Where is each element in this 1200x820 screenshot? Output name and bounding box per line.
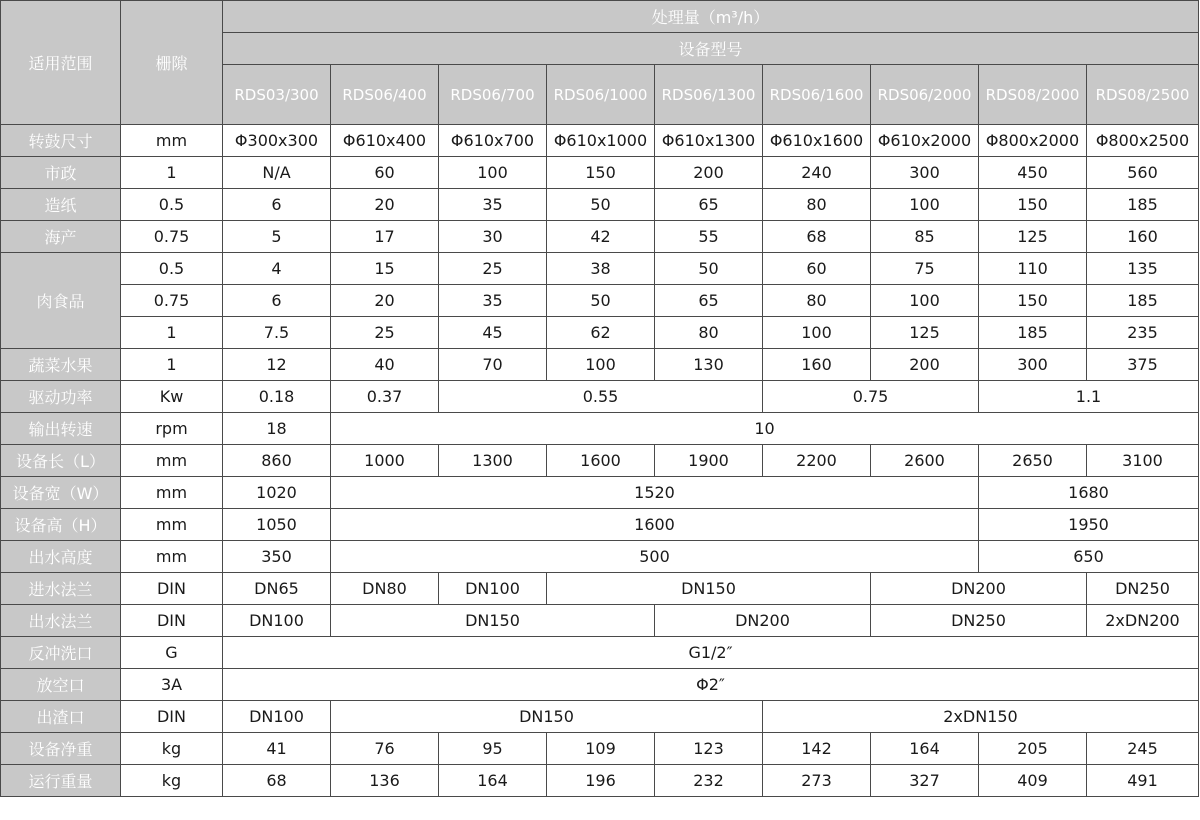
table-cell: 350 [223, 541, 331, 573]
table-cell: 2650 [979, 445, 1087, 477]
table-cell: 60 [763, 253, 871, 285]
table-cell: 3100 [1087, 445, 1199, 477]
model-header: RDS06/1300 [655, 65, 763, 125]
table-cell: Φ800x2000 [979, 125, 1087, 157]
table-cell: 80 [655, 317, 763, 349]
table-cell: 17 [331, 221, 439, 253]
row-label: 肉食品 [1, 253, 121, 349]
row-label: 海产 [1, 221, 121, 253]
row-label: 设备高（H） [1, 509, 121, 541]
table-cell: 68 [223, 765, 331, 797]
model-header: RDS06/700 [439, 65, 547, 125]
table-cell: 7.5 [223, 317, 331, 349]
table-cell: 164 [439, 765, 547, 797]
row-label: 设备宽（W） [1, 477, 121, 509]
table-row [1, 477, 1199, 509]
table-cell: Φ610x2000 [871, 125, 979, 157]
table-cell: 130 [655, 349, 763, 381]
table-cell: DN100 [223, 701, 331, 733]
table-cell: Φ2″ [223, 669, 1199, 701]
table-cell: 205 [979, 733, 1087, 765]
row-unit: mm [121, 125, 223, 157]
table-cell: 42 [547, 221, 655, 253]
table-cell: 65 [655, 285, 763, 317]
table-cell: 136 [331, 765, 439, 797]
table-cell: 1.1 [979, 381, 1199, 413]
table-row [1, 157, 1199, 189]
table-cell: 80 [763, 189, 871, 221]
row-label: 设备长（L） [1, 445, 121, 477]
table-cell: 25 [439, 253, 547, 285]
row-label: 市政 [1, 157, 121, 189]
table-cell: 160 [1087, 221, 1199, 253]
table-cell: 50 [547, 285, 655, 317]
table-cell: 50 [547, 189, 655, 221]
table-cell: 100 [763, 317, 871, 349]
table-cell: 25 [331, 317, 439, 349]
row-label: 设备净重 [1, 733, 121, 765]
table-cell: Φ610x700 [439, 125, 547, 157]
table-cell: 50 [655, 253, 763, 285]
table-cell: G1/2″ [223, 637, 1199, 669]
table-cell: 185 [979, 317, 1087, 349]
table-cell: 62 [547, 317, 655, 349]
model-header: RDS06/1600 [763, 65, 871, 125]
table-cell: 60 [331, 157, 439, 189]
table-cell: 450 [979, 157, 1087, 189]
table-cell: DN100 [223, 605, 331, 637]
table-cell: 95 [439, 733, 547, 765]
table-row [1, 509, 1199, 541]
table-cell: 15 [331, 253, 439, 285]
table-cell: DN200 [655, 605, 871, 637]
header-gap: 栅隙 [121, 1, 223, 125]
table-cell: Φ610x1600 [763, 125, 871, 157]
table-cell: 41 [223, 733, 331, 765]
table-cell: 123 [655, 733, 763, 765]
table-cell: 1900 [655, 445, 763, 477]
table-row [1, 541, 1199, 573]
table-cell: 110 [979, 253, 1087, 285]
row-unit: 0.75 [121, 285, 223, 317]
table-cell: 18 [223, 413, 331, 445]
row-unit: 0.5 [121, 253, 223, 285]
table-cell: 142 [763, 733, 871, 765]
table-cell: 100 [439, 157, 547, 189]
row-label: 蔬菜水果 [1, 349, 121, 381]
table-cell: 273 [763, 765, 871, 797]
row-label: 出水高度 [1, 541, 121, 573]
table-row [1, 125, 1199, 157]
table-cell: Φ610x1300 [655, 125, 763, 157]
model-header: RDS06/400 [331, 65, 439, 125]
table-cell: 164 [871, 733, 979, 765]
table-cell: 2xDN150 [763, 701, 1199, 733]
table-cell: 235 [1087, 317, 1199, 349]
table-cell: 650 [979, 541, 1199, 573]
table-cell: 4 [223, 253, 331, 285]
table-cell: 35 [439, 189, 547, 221]
table-cell: 135 [1087, 253, 1199, 285]
table-cell: 240 [763, 157, 871, 189]
table-cell: 300 [979, 349, 1087, 381]
row-unit: 3A [121, 669, 223, 701]
table-cell: 76 [331, 733, 439, 765]
row-unit: 0.5 [121, 189, 223, 221]
table-cell: DN80 [331, 573, 439, 605]
table-cell: Φ800x2500 [1087, 125, 1199, 157]
table-cell: DN150 [547, 573, 871, 605]
table-cell: 150 [979, 189, 1087, 221]
row-label: 进水法兰 [1, 573, 121, 605]
table-cell: 20 [331, 189, 439, 221]
table-cell: DN65 [223, 573, 331, 605]
table-row [1, 189, 1199, 221]
table-cell: 10 [331, 413, 1199, 445]
row-unit: Kw [121, 381, 223, 413]
table-cell: 1020 [223, 477, 331, 509]
row-unit: G [121, 637, 223, 669]
table-cell: 109 [547, 733, 655, 765]
table-cell: 40 [331, 349, 439, 381]
model-header: RDS03/300 [223, 65, 331, 125]
row-unit: mm [121, 477, 223, 509]
table-cell: 491 [1087, 765, 1199, 797]
table-cell: 12 [223, 349, 331, 381]
row-unit: kg [121, 765, 223, 797]
table-cell: 125 [979, 221, 1087, 253]
table-cell: 327 [871, 765, 979, 797]
table-cell: 196 [547, 765, 655, 797]
row-unit: 1 [121, 349, 223, 381]
table-cell: 125 [871, 317, 979, 349]
table-cell: 2200 [763, 445, 871, 477]
table-cell: 1600 [331, 509, 979, 541]
row-label: 造纸 [1, 189, 121, 221]
table-cell: 150 [547, 157, 655, 189]
row-unit: 1 [121, 317, 223, 349]
table-cell: Φ610x1000 [547, 125, 655, 157]
table-cell: 2600 [871, 445, 979, 477]
header-model-group: 设备型号 [223, 33, 1199, 65]
table-cell: 200 [655, 157, 763, 189]
table-cell: 1680 [979, 477, 1199, 509]
model-header: RDS06/1000 [547, 65, 655, 125]
table-cell: 0.55 [439, 381, 763, 413]
row-unit: 0.75 [121, 221, 223, 253]
model-header: RDS08/2500 [1087, 65, 1199, 125]
table-cell: 1300 [439, 445, 547, 477]
table-cell: 185 [1087, 285, 1199, 317]
table-cell: 65 [655, 189, 763, 221]
table-cell: 2xDN200 [1087, 605, 1199, 637]
header-capacity: 处理量（m³/h） [223, 1, 1199, 33]
row-label: 出渣口 [1, 701, 121, 733]
table-cell: 232 [655, 765, 763, 797]
table-cell: 560 [1087, 157, 1199, 189]
row-unit: mm [121, 541, 223, 573]
row-label: 输出转速 [1, 413, 121, 445]
row-label: 转鼓尺寸 [1, 125, 121, 157]
table-row [1, 221, 1199, 253]
table-cell: 55 [655, 221, 763, 253]
table-row [1, 765, 1199, 797]
row-unit: kg [121, 733, 223, 765]
table-cell: DN250 [1087, 573, 1199, 605]
table-row [1, 669, 1199, 701]
table-cell: DN150 [331, 605, 655, 637]
table-cell: 100 [871, 189, 979, 221]
table-cell: 200 [871, 349, 979, 381]
table-cell: 150 [979, 285, 1087, 317]
table-cell: 375 [1087, 349, 1199, 381]
table-cell: 409 [979, 765, 1087, 797]
table-row [1, 637, 1199, 669]
table-cell: 1520 [331, 477, 979, 509]
table-cell: 80 [763, 285, 871, 317]
table-row [1, 573, 1199, 605]
table-cell: Φ610x400 [331, 125, 439, 157]
table-row [1, 253, 1199, 285]
header-scope: 适用范围 [1, 1, 121, 125]
model-header: RDS06/2000 [871, 65, 979, 125]
row-label: 出水法兰 [1, 605, 121, 637]
table-cell: 245 [1087, 733, 1199, 765]
table-cell: 30 [439, 221, 547, 253]
model-header: RDS08/2000 [979, 65, 1087, 125]
table-row [1, 381, 1199, 413]
table-row [1, 349, 1199, 381]
row-unit: rpm [121, 413, 223, 445]
table-row [1, 733, 1199, 765]
table-cell: 38 [547, 253, 655, 285]
table-cell: 6 [223, 285, 331, 317]
table-row [1, 605, 1199, 637]
table-cell: DN200 [871, 573, 1087, 605]
table-cell: 0.18 [223, 381, 331, 413]
table-cell: 500 [331, 541, 979, 573]
row-label: 运行重量 [1, 765, 121, 797]
table-cell: 100 [547, 349, 655, 381]
table-cell: 1950 [979, 509, 1199, 541]
table-cell: 100 [871, 285, 979, 317]
row-unit: DIN [121, 605, 223, 637]
table-cell: Φ300x300 [223, 125, 331, 157]
table-cell: DN250 [871, 605, 1087, 637]
row-label: 驱动功率 [1, 381, 121, 413]
table-cell: 45 [439, 317, 547, 349]
table-cell: 0.75 [763, 381, 979, 413]
table-cell: 160 [763, 349, 871, 381]
table-cell: N/A [223, 157, 331, 189]
row-unit: DIN [121, 701, 223, 733]
table-cell: 20 [331, 285, 439, 317]
row-label: 反冲洗口 [1, 637, 121, 669]
table-row [1, 701, 1199, 733]
table-cell: 1000 [331, 445, 439, 477]
row-unit: mm [121, 445, 223, 477]
table-cell: 1600 [547, 445, 655, 477]
table-cell: 300 [871, 157, 979, 189]
table-cell: 6 [223, 189, 331, 221]
table-cell: 185 [1087, 189, 1199, 221]
table-row [1, 317, 1199, 349]
table-cell: 68 [763, 221, 871, 253]
table-row [1, 285, 1199, 317]
table-row [1, 413, 1199, 445]
row-unit: DIN [121, 573, 223, 605]
table-cell: DN100 [439, 573, 547, 605]
table-cell: 70 [439, 349, 547, 381]
row-unit: mm [121, 509, 223, 541]
table-cell: 35 [439, 285, 547, 317]
table-cell: 5 [223, 221, 331, 253]
table-cell: DN150 [331, 701, 763, 733]
table-cell: 0.37 [331, 381, 439, 413]
table-cell: 75 [871, 253, 979, 285]
table-cell: 85 [871, 221, 979, 253]
table-row [1, 445, 1199, 477]
table-cell: 860 [223, 445, 331, 477]
row-unit: 1 [121, 157, 223, 189]
table-cell: 1050 [223, 509, 331, 541]
row-label: 放空口 [1, 669, 121, 701]
